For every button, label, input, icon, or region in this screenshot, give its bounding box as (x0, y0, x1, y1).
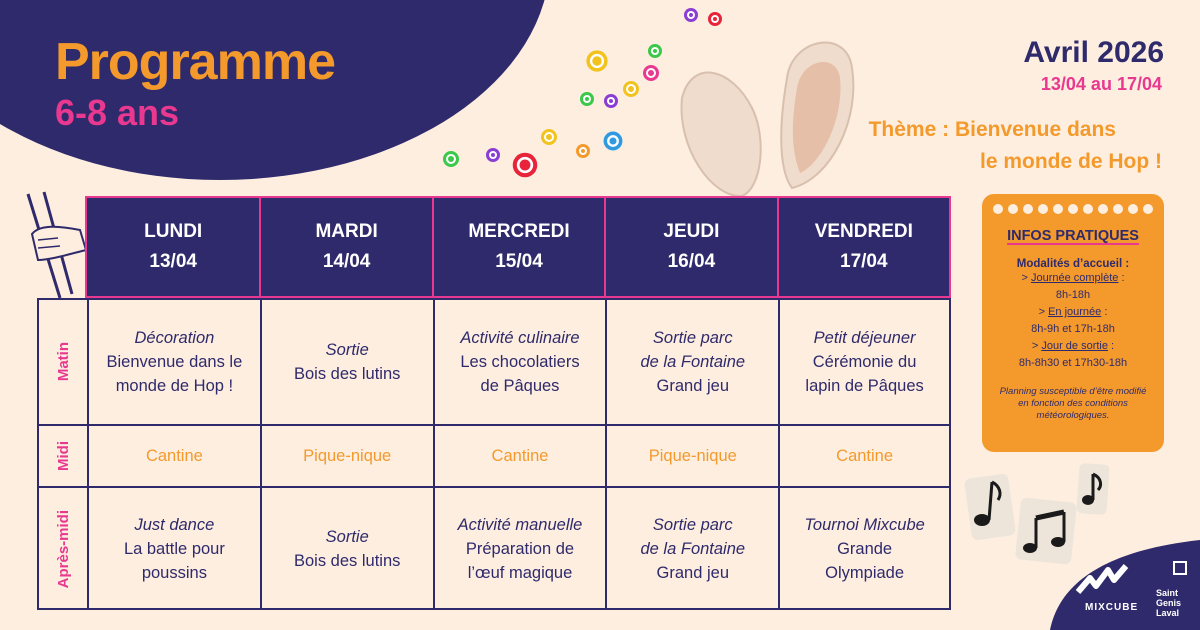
date-range: 13/04 au 17/04 (1040, 74, 1162, 94)
matin-lundi (87, 298, 260, 424)
info-title: INFOS PRATIQUES (1007, 228, 1139, 244)
day-date: 17/04 (840, 251, 888, 272)
activity-line: monde de Hop ! (115, 377, 234, 395)
candy-icon (510, 150, 540, 180)
info-hours: 8h-18h (1055, 289, 1091, 301)
activity-type: Tournoi Mixcube (804, 516, 925, 534)
info-journee-complete: > Journée complète : (1021, 272, 1125, 284)
day-header-mardi (259, 198, 431, 296)
day-date: 15/04 (495, 251, 543, 272)
midi-lundi (87, 424, 260, 486)
matin-mardi (260, 298, 433, 424)
candy-icon (620, 78, 642, 100)
candy-icon (482, 144, 504, 166)
info-label: En journée (1048, 306, 1102, 318)
activity-type: de la Fontaine (640, 353, 746, 371)
matin-jeudi (605, 298, 778, 424)
apres-midi-lundi (87, 486, 260, 610)
candy-icon (538, 126, 560, 148)
midi-vendredi (778, 424, 951, 486)
activity-line: Les chocolatiers (460, 353, 580, 371)
activity-line: Olympiade (825, 564, 905, 582)
activity-type: Petit déjeuner (813, 329, 916, 347)
midi-jeudi (605, 424, 778, 486)
page-title: Programme (55, 33, 335, 91)
candy-icon (576, 88, 598, 110)
apres-midi-jeudi (605, 486, 778, 610)
activity-line: Grand jeu (656, 564, 730, 582)
info-en-journee: > En journée : (1038, 306, 1108, 318)
activity-type: Sortie parc (652, 516, 733, 534)
activity-type: Décoration (134, 329, 215, 347)
info-note: Planning susceptible d’être modifié en fonction des conditions météorologiques. (999, 386, 1147, 421)
info-label: Journée complète (1030, 272, 1119, 284)
meal: Cantine (491, 447, 549, 465)
midi-mardi (260, 424, 433, 486)
info-label: Jour de sortie (1041, 340, 1108, 352)
day-date: 16/04 (667, 251, 716, 272)
info-box (982, 194, 1164, 452)
day-name: LUNDI (144, 221, 203, 242)
candy-icon (704, 8, 726, 30)
activity-type: Activité culinaire (460, 329, 580, 347)
info-hours: 8h-9h et 17h-18h (1031, 323, 1115, 335)
activity-line: Cérémonie du (812, 353, 917, 371)
day-date: 14/04 (322, 251, 371, 272)
candy-icon (572, 140, 594, 162)
row-label-text: Après-midi (54, 509, 72, 589)
meal: Cantine (836, 447, 894, 465)
activity-type: Sortie parc (652, 329, 733, 347)
activity-type: Sortie (325, 341, 369, 359)
activity-type: Just dance (134, 516, 215, 534)
activity-line: de Pâques (480, 377, 560, 395)
activity-type: de la Fontaine (640, 540, 746, 558)
activity-line: La battle pour (123, 540, 225, 558)
activity-line: Bois des lutins (294, 552, 401, 570)
activity-line: lapin de Pâques (805, 377, 924, 395)
theme-line-2: le monde de Hop ! (979, 150, 1162, 173)
day-header-vendredi (777, 198, 949, 296)
apres-midi-vendredi (778, 486, 951, 610)
day-header-lundi (87, 198, 259, 296)
row-label-apres-midi (39, 486, 87, 610)
activity-line: Bois des lutins (294, 365, 401, 383)
days-header (85, 196, 951, 298)
candy-icon (644, 40, 666, 62)
activity-type: Sortie (325, 528, 369, 546)
candy-icon (680, 4, 702, 26)
midi-mercredi (433, 424, 606, 486)
apres-midi-mercredi (433, 486, 606, 610)
activity-line: Préparation de (465, 540, 575, 558)
mixcube-logo: MIXCUBE (1085, 602, 1139, 613)
drumsticks-icon (20, 190, 88, 302)
day-name: MARDI (315, 221, 378, 242)
candy-icon (584, 48, 610, 74)
row-label-text: Midi (54, 441, 72, 471)
apres-midi-mardi (260, 486, 433, 610)
candy-icon (600, 90, 622, 112)
activity-line: l’œuf magique (467, 564, 573, 582)
logo-line: Laval (1156, 608, 1180, 618)
month-label: Avril 2026 (1023, 36, 1164, 69)
logo-line: Genis (1156, 598, 1182, 608)
notebook-rings (982, 204, 1164, 214)
row-label-text: Matin (54, 342, 72, 382)
meal: Cantine (145, 447, 203, 465)
row-label-midi (39, 424, 87, 486)
candy-icon (600, 128, 626, 154)
logo-line: Saint (1156, 588, 1179, 598)
info-hours: 8h-8h30 et 17h30-18h (1018, 357, 1128, 369)
theme-text (842, 114, 1162, 178)
saint-genis-laval-logo (1156, 588, 1181, 618)
day-header-mercredi (432, 198, 604, 296)
candy-icon (640, 62, 662, 84)
row-label-matin (39, 298, 87, 424)
day-header-jeudi (604, 198, 776, 296)
matin-vendredi (778, 298, 951, 424)
schedule-table (37, 298, 951, 610)
activity-line: Grand jeu (656, 377, 730, 395)
day-name: MERCREDI (468, 221, 570, 242)
candy-icon (440, 148, 462, 170)
age-range: 6-8 ans (55, 92, 180, 133)
day-name: VENDREDI (814, 221, 913, 242)
activity-line: poussins (141, 564, 207, 582)
activity-line: Bienvenue dans le (106, 353, 243, 371)
activity-type: Activité manuelle (457, 516, 583, 534)
matin-mercredi (433, 298, 606, 424)
day-name: JEUDI (663, 221, 720, 242)
meal: Pique-nique (648, 447, 737, 465)
activity-line: Grande (837, 540, 893, 558)
meal: Pique-nique (303, 447, 392, 465)
theme-line-1: Thème : Bienvenue dans (868, 118, 1116, 141)
info-subtitle: Modalités d’accueil : (1016, 258, 1130, 270)
day-date: 13/04 (149, 251, 197, 272)
info-jour-sortie: > Jour de sortie : (1031, 340, 1115, 352)
bunny-ears-icon (672, 28, 872, 198)
